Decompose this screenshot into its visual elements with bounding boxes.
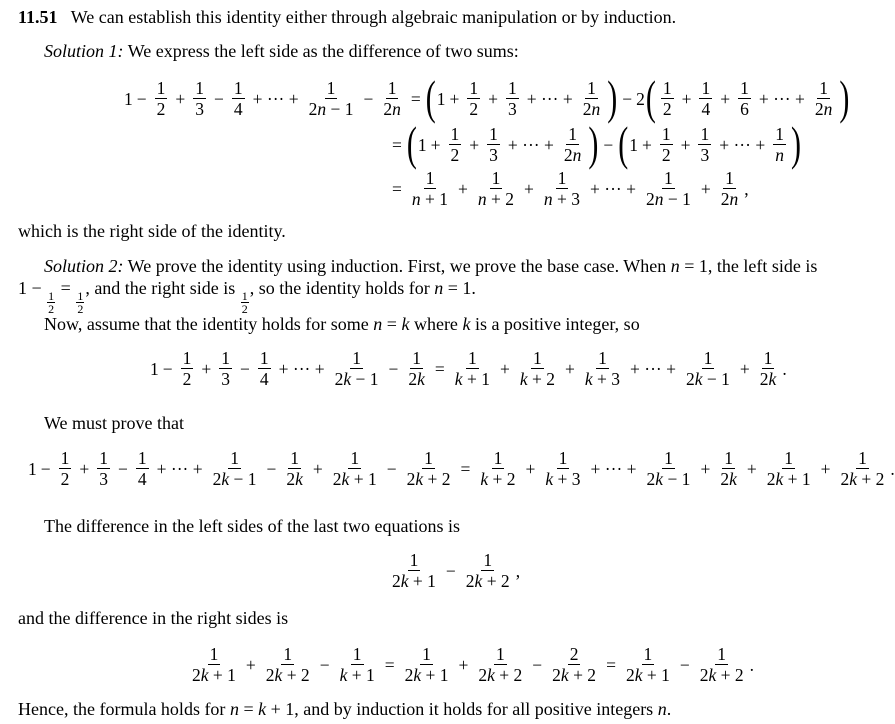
equation-difference-left: 1 2k + 1 − $\frac{1}{2k + 2}$ ,: [392, 550, 521, 591]
solution2-difference-right: and the difference in the right sides is: [18, 608, 289, 628]
equation-difference-right: 1 2k + 1 + $\frac{1}{2k + 2}$ − $\frac{1}{k + 1}$ = $\frac{1}{2k + 1}$ + $\frac{1}{2k + 2}$ − $\frac{2}{2k + 2}$ = $\frac{1}{2k + 1}$ − $\frac{1}{2k + 2}$ .: [192, 644, 754, 685]
solution2-must-prove: We must prove that: [44, 413, 185, 433]
solution2-base-case: 1 − $\frac{1}{2}$ = $\frac{1}{2}$ , and the right side is $\frac{1}{2}$ , so the identity holds for n = 1.: [18, 278, 476, 316]
solution2-final: Hence, the formula holds for n = k + 1, and by induction it holds for all positive integers n.: [18, 699, 672, 719]
solution2-label: Solution 2:: [44, 256, 124, 276]
problem-number: 11.51: [18, 7, 58, 27]
solution2-assume: Now, assume that the identity holds for some n = k where k is a positive integer, so: [44, 314, 640, 334]
solution1-row3: = $\frac{1}{n + 1}$ + $\frac{1}{n + 2}$ + $\frac{1}{n + 3}$ + ··· + $\frac{1}{2n - 1}$ + $\frac{1}{2n}$ ,: [392, 168, 749, 209]
problem-intro: We can establish this identity either through algebraic manipulation or by induction.: [70, 7, 677, 27]
solution1-conclusion: which is the right side of the identity.: [18, 221, 286, 241]
solution1-row1: 1 − $\frac{1}{2}$ + $\frac{1}{3}$ − $\frac{1}{4}$ + ··· + $\frac{1}{2n - 1}$ − $\frac{1}{2n}$ = ( 1 + $\frac{1}{2}$ + $\frac{1}{3}$ + ··· + $\frac{1}{2n}$ ) − 2 ( 1 2 + $\frac{1}{4}$ + $\frac{1}{6}$ + ··· + $\frac{1}{2n}$ ): [124, 71, 850, 125]
equation-to-prove: 1 − $\frac{1}{2}$ + $\frac{1}{3}$ − $\frac{1}{4}$ + ··· + $\frac{1}{2k - 1}$ − $\frac{1}{2k}$ + $\frac{1}{2k + 1}$ − $\frac{1}{2k + 2}$ = $\frac{1}{k + 2}$ + $\frac{1}{k + 3}$ + ··· + $\frac{1}{2k - 1}$ + $\frac{1}{2k}$ + $\frac{1}{2k + 1}$ + $\frac{1}{2k + 2}$ .: [28, 448, 895, 489]
problem-header: [18, 6, 676, 28]
solution2-difference-left: The difference in the left sides of the last two equations is: [44, 516, 461, 536]
solution1-text: We express the left side as the difference of two sums:: [127, 41, 519, 61]
solution1-row2: = ( 1 + $\frac{1}{2}$ + $\frac{1}{3}$ + ··· + $\frac{1}{2n}$ ) − ( 1 + $\frac{1}{2}$ + $\frac{1}{3}$ + ··· + $\frac{1}{n}$ ): [392, 117, 801, 171]
solution1-label: Solution 1:: [44, 41, 124, 61]
equation-assumption: 1 − $\frac{1}{2}$ + $\frac{1}{3}$ − $\frac{1}{4}$ + ··· + $\frac{1}{2k - 1}$ − $\frac{1}{2k}$ = $\frac{1}{k + 1}$ + $\frac{1}{k + 2}$ + $\frac{1}{k + 3}$ + ··· + $\frac{1}{2k - 1}$ + $\frac{1}{2k}$ .: [150, 348, 787, 389]
solution1-intro: [44, 40, 519, 62]
solution2-intro: Solution 2: We prove the identity using induction. First, we prove the base case. When n = 1, the left side is: [44, 256, 818, 276]
